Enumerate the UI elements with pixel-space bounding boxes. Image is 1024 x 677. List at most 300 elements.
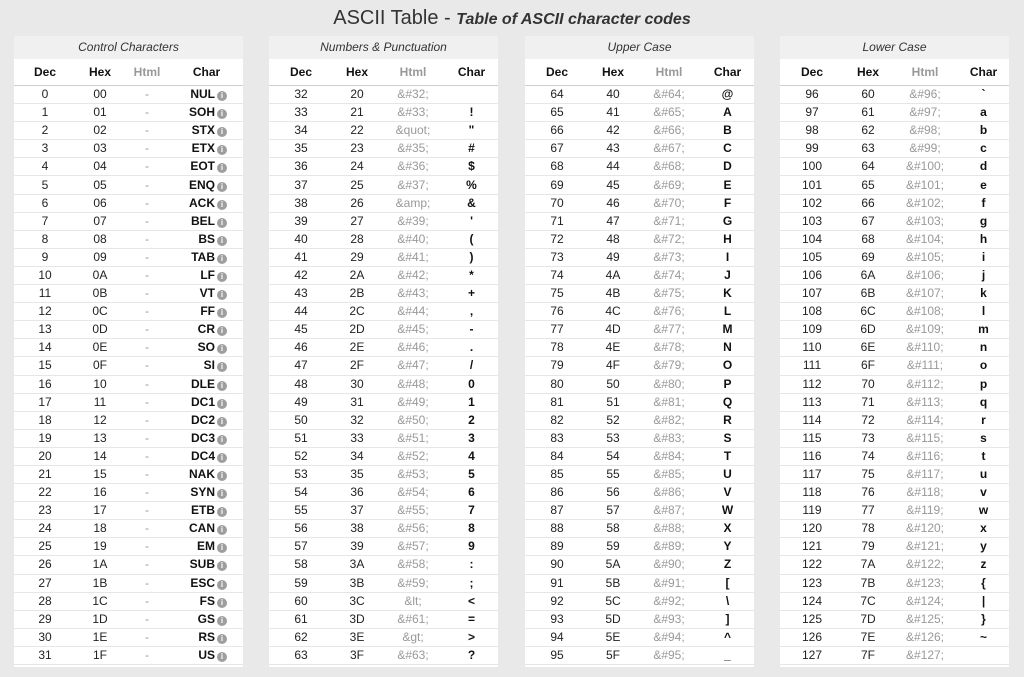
info-icon[interactable]: i xyxy=(217,290,227,300)
char-cell: h xyxy=(958,230,1009,248)
html-cell: &quot; xyxy=(381,122,445,140)
table-row xyxy=(14,574,243,592)
html-cell: &#69; xyxy=(637,176,701,194)
table-row xyxy=(14,429,243,447)
info-icon[interactable]: i xyxy=(217,145,227,155)
hex-cell: 59 xyxy=(589,538,637,556)
html-cell: - xyxy=(124,285,170,303)
dec-cell: 118 xyxy=(780,484,844,502)
char-cell xyxy=(958,646,1009,664)
hex-cell: 6E xyxy=(844,339,892,357)
html-cell: - xyxy=(124,212,170,230)
dec-cell: 69 xyxy=(525,176,589,194)
html-cell: &#78; xyxy=(637,339,701,357)
info-icon[interactable]: i xyxy=(217,435,227,445)
html-cell: &#65; xyxy=(637,104,701,122)
table-row xyxy=(525,465,754,483)
char-label: BS xyxy=(198,231,215,246)
char-cell: # xyxy=(445,140,498,158)
dec-cell: 57 xyxy=(269,538,333,556)
hex-cell: 68 xyxy=(844,230,892,248)
char-cell: g xyxy=(958,212,1009,230)
info-icon[interactable]: i xyxy=(217,326,227,336)
char-cell: 4 xyxy=(445,447,498,465)
info-icon[interactable]: i xyxy=(217,652,227,662)
html-cell: &#83; xyxy=(637,429,701,447)
dec-cell: 86 xyxy=(525,484,589,502)
dec-cell: 17 xyxy=(14,393,76,411)
hex-cell: 19 xyxy=(76,538,124,556)
hex-cell: 30 xyxy=(333,375,381,393)
html-cell: &#102; xyxy=(892,194,958,212)
dec-cell: 116 xyxy=(780,447,844,465)
html-cell: &#97; xyxy=(892,104,958,122)
char-cell xyxy=(170,646,243,664)
hex-cell: 3A xyxy=(333,556,381,574)
col-html-header: Html xyxy=(124,59,170,86)
html-cell: &#101; xyxy=(892,176,958,194)
table-row xyxy=(780,285,1009,303)
dec-cell: 111 xyxy=(780,357,844,375)
html-cell: - xyxy=(124,610,170,628)
char-label: SO xyxy=(197,340,215,355)
char-cell: ? xyxy=(445,646,498,664)
char-cell xyxy=(170,86,243,104)
panel-lower-case xyxy=(780,36,1009,667)
char-cell xyxy=(170,122,243,140)
dec-cell: 13 xyxy=(14,321,76,339)
table-row xyxy=(14,140,243,158)
char-cell: j xyxy=(958,266,1009,284)
table-row xyxy=(269,393,498,411)
table-row xyxy=(525,592,754,610)
html-cell: &#121; xyxy=(892,538,958,556)
info-icon[interactable]: i xyxy=(217,272,227,282)
table-row xyxy=(14,520,243,538)
table-row xyxy=(269,321,498,339)
table-row xyxy=(14,484,243,502)
table-row xyxy=(780,447,1009,465)
info-icon[interactable]: i xyxy=(217,580,227,590)
html-cell: &#90; xyxy=(637,556,701,574)
table-row xyxy=(780,592,1009,610)
col-char-header: Char xyxy=(701,59,754,86)
info-icon[interactable]: i xyxy=(217,598,227,608)
table-row xyxy=(780,321,1009,339)
html-cell: &#61; xyxy=(381,610,445,628)
table-row xyxy=(14,285,243,303)
dec-cell: 78 xyxy=(525,339,589,357)
table-row xyxy=(14,357,243,375)
info-icon[interactable]: i xyxy=(217,399,227,409)
table-row xyxy=(269,248,498,266)
html-cell: &#52; xyxy=(381,447,445,465)
col-html-header: Html xyxy=(892,59,958,86)
char-cell: _ xyxy=(701,646,754,664)
char-cell: P xyxy=(701,375,754,393)
dec-cell: 126 xyxy=(780,628,844,646)
hex-cell: 39 xyxy=(333,538,381,556)
info-icon[interactable]: i xyxy=(217,634,227,644)
table-row xyxy=(14,212,243,230)
table-row xyxy=(780,104,1009,122)
char-cell: ) xyxy=(445,248,498,266)
dec-cell: 119 xyxy=(780,502,844,520)
info-icon[interactable]: i xyxy=(217,236,227,246)
hex-cell: 14 xyxy=(76,447,124,465)
table-row xyxy=(525,86,754,104)
char-label: SOH xyxy=(188,105,215,120)
dec-cell: 90 xyxy=(525,556,589,574)
html-cell: &#120; xyxy=(892,520,958,538)
html-cell: - xyxy=(124,104,170,122)
hex-cell: 33 xyxy=(333,429,381,447)
hex-cell: 06 xyxy=(76,194,124,212)
hex-cell: 69 xyxy=(844,248,892,266)
table-row xyxy=(14,321,243,339)
dec-cell: 115 xyxy=(780,429,844,447)
hex-cell: 25 xyxy=(333,176,381,194)
info-icon[interactable]: i xyxy=(217,308,227,318)
hex-cell: 6D xyxy=(844,321,892,339)
char-cell: I xyxy=(701,248,754,266)
dec-cell: 51 xyxy=(269,429,333,447)
table-row xyxy=(780,303,1009,321)
info-icon[interactable]: i xyxy=(217,200,227,210)
html-cell: - xyxy=(124,502,170,520)
dec-cell: 7 xyxy=(14,212,76,230)
info-icon[interactable]: i xyxy=(217,91,227,101)
col-dec-header: Dec xyxy=(525,59,589,86)
info-icon[interactable]: i xyxy=(217,344,227,354)
hex-cell: 22 xyxy=(333,122,381,140)
char-cell: ^ xyxy=(701,628,754,646)
html-cell: &#49; xyxy=(381,393,445,411)
info-icon[interactable]: i xyxy=(217,127,227,137)
char-cell: V xyxy=(701,484,754,502)
char-label: DC3 xyxy=(190,430,215,445)
char-cell xyxy=(170,393,243,411)
char-cell xyxy=(170,520,243,538)
hex-cell: 1B xyxy=(76,574,124,592)
info-icon[interactable]: i xyxy=(217,507,227,517)
ascii-table xyxy=(525,59,754,665)
char-cell: 9 xyxy=(445,538,498,556)
html-cell: - xyxy=(124,339,170,357)
title-subtitle: Table of ASCII character codes xyxy=(456,11,691,28)
info-icon[interactable]: i xyxy=(217,218,227,228)
char-cell xyxy=(170,610,243,628)
table-row xyxy=(269,592,498,610)
dec-cell: 20 xyxy=(14,447,76,465)
hex-cell: 0A xyxy=(76,266,124,284)
table-row xyxy=(269,375,498,393)
table-row xyxy=(525,212,754,230)
hex-cell: 54 xyxy=(589,447,637,465)
table-row xyxy=(780,248,1009,266)
table-row xyxy=(780,176,1009,194)
dec-cell: 12 xyxy=(14,303,76,321)
info-icon[interactable]: i xyxy=(217,561,227,571)
html-cell: &#117; xyxy=(892,465,958,483)
hex-cell: 4F xyxy=(589,357,637,375)
html-cell: &#111; xyxy=(892,357,958,375)
dec-cell: 26 xyxy=(14,556,76,574)
table-row xyxy=(525,375,754,393)
dec-cell: 100 xyxy=(780,158,844,176)
table-row xyxy=(269,502,498,520)
html-cell: - xyxy=(124,86,170,104)
html-cell: &#68; xyxy=(637,158,701,176)
table-row xyxy=(269,266,498,284)
table-row xyxy=(780,520,1009,538)
char-label: DC1 xyxy=(190,394,215,409)
dec-cell: 68 xyxy=(525,158,589,176)
hex-cell: 72 xyxy=(844,411,892,429)
hex-cell: 7E xyxy=(844,628,892,646)
table-row xyxy=(269,303,498,321)
info-icon[interactable]: i xyxy=(217,489,227,499)
char-cell: G xyxy=(701,212,754,230)
html-cell: &#88; xyxy=(637,520,701,538)
dec-cell: 79 xyxy=(525,357,589,375)
char-cell: % xyxy=(445,176,498,194)
char-cell: 5 xyxy=(445,465,498,483)
hex-cell: 75 xyxy=(844,465,892,483)
hex-cell: 6F xyxy=(844,357,892,375)
html-cell: - xyxy=(124,176,170,194)
char-cell: + xyxy=(445,285,498,303)
char-cell: @ xyxy=(701,86,754,104)
col-char-header: Char xyxy=(170,59,243,86)
dec-cell: 6 xyxy=(14,194,76,212)
dec-cell: 14 xyxy=(14,339,76,357)
table-row xyxy=(525,339,754,357)
dec-cell: 104 xyxy=(780,230,844,248)
html-cell: &#51; xyxy=(381,429,445,447)
dec-cell: 81 xyxy=(525,393,589,411)
html-cell: - xyxy=(124,321,170,339)
hex-cell: 76 xyxy=(844,484,892,502)
hex-cell: 7B xyxy=(844,574,892,592)
hex-cell: 29 xyxy=(333,248,381,266)
dec-cell: 109 xyxy=(780,321,844,339)
hex-cell: 6B xyxy=(844,285,892,303)
hex-cell: 05 xyxy=(76,176,124,194)
table-row xyxy=(525,447,754,465)
table-row xyxy=(269,158,498,176)
char-cell: / xyxy=(445,357,498,375)
hex-cell: 03 xyxy=(76,140,124,158)
html-cell: &#82; xyxy=(637,411,701,429)
hex-cell: 1D xyxy=(76,610,124,628)
html-cell: &#87; xyxy=(637,502,701,520)
table-row xyxy=(14,158,243,176)
html-cell: &#94; xyxy=(637,628,701,646)
html-cell: &#107; xyxy=(892,285,958,303)
info-icon[interactable]: i xyxy=(217,109,227,119)
html-cell: - xyxy=(124,158,170,176)
char-cell: ( xyxy=(445,230,498,248)
char-label: RS xyxy=(198,629,215,644)
dec-cell: 52 xyxy=(269,447,333,465)
html-cell: &#44; xyxy=(381,303,445,321)
hex-cell: 0E xyxy=(76,339,124,357)
table-row xyxy=(525,303,754,321)
char-cell: < xyxy=(445,592,498,610)
table-row xyxy=(525,411,754,429)
info-icon[interactable]: i xyxy=(217,417,227,427)
html-cell: &#59; xyxy=(381,574,445,592)
dec-cell: 29 xyxy=(14,610,76,628)
table-row xyxy=(780,212,1009,230)
char-cell xyxy=(170,465,243,483)
html-cell: - xyxy=(124,393,170,411)
char-cell: , xyxy=(445,303,498,321)
char-cell: H xyxy=(701,230,754,248)
char-cell: K xyxy=(701,285,754,303)
char-cell: k xyxy=(958,285,1009,303)
char-cell: C xyxy=(701,140,754,158)
info-icon[interactable]: i xyxy=(217,182,227,192)
char-cell: ! xyxy=(445,104,498,122)
hex-cell: 0C xyxy=(76,303,124,321)
hex-cell: 49 xyxy=(589,248,637,266)
dec-cell: 23 xyxy=(14,502,76,520)
char-cell: x xyxy=(958,520,1009,538)
html-cell: &#123; xyxy=(892,574,958,592)
hex-cell: 17 xyxy=(76,502,124,520)
dec-cell: 41 xyxy=(269,248,333,266)
info-icon[interactable]: i xyxy=(217,543,227,553)
table-row xyxy=(14,610,243,628)
char-label: NAK xyxy=(189,467,215,482)
table-row xyxy=(780,556,1009,574)
table-row xyxy=(269,104,498,122)
dec-cell: 42 xyxy=(269,266,333,284)
hex-cell: 7F xyxy=(844,646,892,664)
ascii-table xyxy=(14,59,243,665)
col-char-header: Char xyxy=(445,59,498,86)
table-row xyxy=(780,122,1009,140)
html-cell: &#100; xyxy=(892,158,958,176)
info-icon[interactable]: i xyxy=(217,381,227,391)
hex-cell: 63 xyxy=(844,140,892,158)
html-cell: &#40; xyxy=(381,230,445,248)
hex-cell: 3F xyxy=(333,646,381,664)
html-cell: &#81; xyxy=(637,393,701,411)
dec-cell: 30 xyxy=(14,628,76,646)
hex-cell: 51 xyxy=(589,393,637,411)
hex-cell: 36 xyxy=(333,484,381,502)
col-hex-header: Hex xyxy=(333,59,381,86)
table-row xyxy=(269,230,498,248)
hex-cell: 2C xyxy=(333,303,381,321)
info-icon[interactable]: i xyxy=(217,525,227,535)
info-icon[interactable]: i xyxy=(217,254,227,264)
html-cell: - xyxy=(124,447,170,465)
ascii-table xyxy=(780,59,1009,665)
hex-cell: 7A xyxy=(844,556,892,574)
table-row xyxy=(525,321,754,339)
table-row xyxy=(269,484,498,502)
char-label: TAB xyxy=(191,249,215,264)
html-cell: &#56; xyxy=(381,520,445,538)
dec-cell: 114 xyxy=(780,411,844,429)
html-cell: - xyxy=(124,574,170,592)
char-label: ENQ xyxy=(188,177,215,192)
dec-cell: 110 xyxy=(780,339,844,357)
char-cell xyxy=(170,484,243,502)
hex-cell: 45 xyxy=(589,176,637,194)
table-row xyxy=(269,465,498,483)
dec-cell: 106 xyxy=(780,266,844,284)
html-cell: - xyxy=(124,429,170,447)
html-cell: &#66; xyxy=(637,122,701,140)
char-cell: - xyxy=(445,321,498,339)
html-cell: - xyxy=(124,520,170,538)
dec-cell: 89 xyxy=(525,538,589,556)
hex-cell: 46 xyxy=(589,194,637,212)
info-icon[interactable]: i xyxy=(217,616,227,626)
html-cell: &lt; xyxy=(381,592,445,610)
hex-cell: 1A xyxy=(76,556,124,574)
hex-cell: 5A xyxy=(589,556,637,574)
html-cell: &#122; xyxy=(892,556,958,574)
hex-cell: 79 xyxy=(844,538,892,556)
char-cell: ; xyxy=(445,574,498,592)
info-icon[interactable]: i xyxy=(217,453,227,463)
table-row xyxy=(525,285,754,303)
table-row xyxy=(780,140,1009,158)
dec-cell: 54 xyxy=(269,484,333,502)
hex-cell: 15 xyxy=(76,465,124,483)
dec-cell: 74 xyxy=(525,266,589,284)
dec-cell: 102 xyxy=(780,194,844,212)
info-icon[interactable]: i xyxy=(217,471,227,481)
table-row xyxy=(780,194,1009,212)
hex-cell: 66 xyxy=(844,194,892,212)
hex-cell: 7D xyxy=(844,610,892,628)
table-row xyxy=(525,248,754,266)
table-row xyxy=(14,122,243,140)
char-label: LF xyxy=(200,267,215,282)
table-row xyxy=(780,375,1009,393)
char-label: BEL xyxy=(191,213,215,228)
char-cell xyxy=(170,321,243,339)
char-cell: v xyxy=(958,484,1009,502)
char-label: EM xyxy=(197,539,215,554)
info-icon[interactable]: i xyxy=(217,163,227,173)
html-cell: &#71; xyxy=(637,212,701,230)
hex-cell: 41 xyxy=(589,104,637,122)
hex-cell: 7C xyxy=(844,592,892,610)
html-cell: - xyxy=(124,266,170,284)
char-cell xyxy=(170,303,243,321)
html-cell: &#36; xyxy=(381,158,445,176)
char-cell xyxy=(170,176,243,194)
table-row xyxy=(780,538,1009,556)
html-cell: &#103; xyxy=(892,212,958,230)
table-row xyxy=(780,465,1009,483)
hex-cell: 5B xyxy=(589,574,637,592)
hex-cell: 2E xyxy=(333,339,381,357)
table-row xyxy=(780,86,1009,104)
html-cell: &#104; xyxy=(892,230,958,248)
info-icon[interactable]: i xyxy=(217,362,227,372)
col-hex-header: Hex xyxy=(844,59,892,86)
panel-heading: Upper Case xyxy=(525,36,754,59)
